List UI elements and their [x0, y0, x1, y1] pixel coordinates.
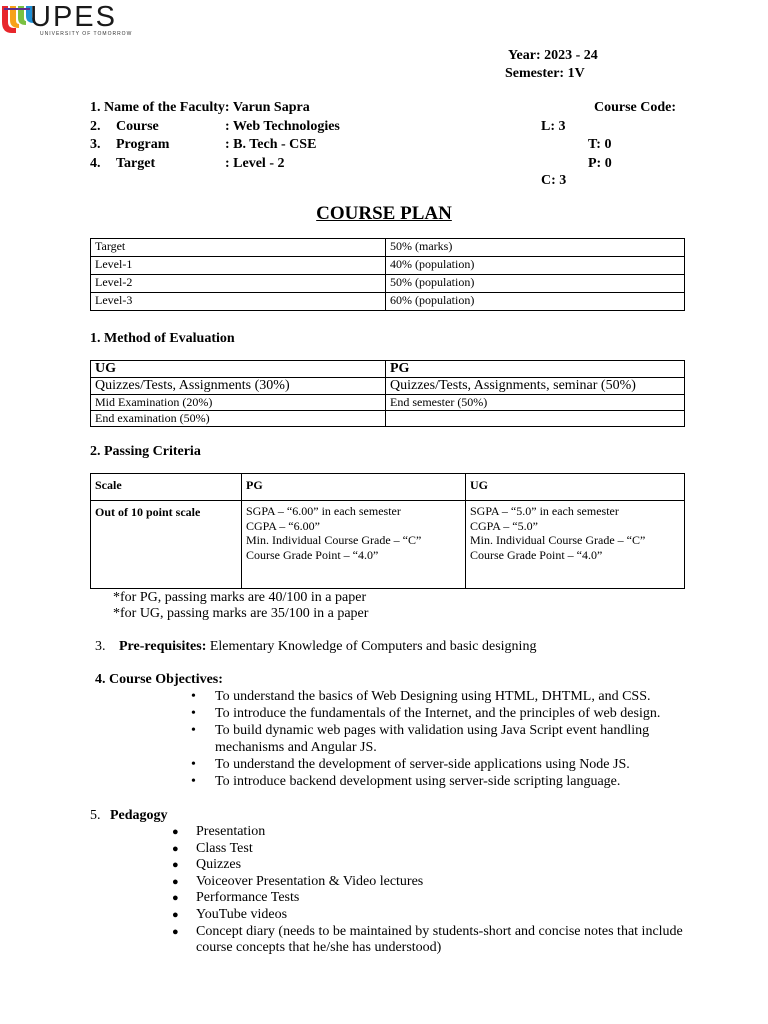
- pg-header: PG: [386, 361, 685, 378]
- objectives-heading: 4. Course Objectives:: [95, 672, 223, 687]
- semester-label: Semester: 1V: [505, 66, 585, 81]
- table-row: [91, 501, 685, 589]
- upes-logo-icon: [0, 4, 34, 34]
- table-cell: Quizzes/Tests, Assignments, seminar (50%): [386, 378, 685, 395]
- table-cell: End semester (50%): [386, 395, 685, 411]
- criteria-line: SGPA – “6.00” in each semester: [246, 504, 401, 518]
- table-row: [91, 378, 685, 395]
- table-cell: 60% (population): [386, 293, 685, 311]
- evaluation-heading: 1. Method of Evaluation: [90, 331, 235, 346]
- criteria-line: Min. Individual Course Grade – “C”: [246, 533, 422, 547]
- year-label: Year: 2023 - 24: [508, 48, 598, 63]
- course-label: Course: [116, 119, 159, 134]
- target-num: 4.: [90, 156, 101, 171]
- list-item: ● Performance Tests: [172, 890, 692, 907]
- prereq-num: 3.: [95, 639, 106, 654]
- criteria-line: Course Grade Point – “4.0”: [246, 547, 379, 562]
- faculty-line: 1. Name of the Faculty: Varun Sapra: [90, 100, 310, 115]
- list-item: • To introduce the fundamentals of the Internet, and the principles of web design.: [191, 705, 671, 722]
- passing-table: [90, 473, 685, 589]
- scale-value: Out of 10 point scale: [91, 501, 242, 589]
- passing-heading: 2. Passing Criteria: [90, 444, 201, 459]
- list-item: ● Presentation: [172, 824, 692, 841]
- pg-header: PG: [242, 474, 466, 501]
- list-item: ● YouTube videos: [172, 907, 692, 924]
- table-cell: Level-1: [91, 257, 386, 275]
- prereq-text: Elementary Knowledge of Computers and basic designing: [206, 639, 537, 654]
- p-credit: P: 0: [588, 156, 612, 171]
- list-item: • To build dynamic web pages with validation using Java Script event handling mechanisms and Angular JS.: [191, 722, 671, 756]
- table-row: [91, 411, 685, 427]
- table-row: [91, 395, 685, 411]
- criteria-line: CGPA – “5.0”: [470, 518, 538, 533]
- l-credit: L: 3: [541, 119, 566, 134]
- course-num: 2.: [90, 119, 101, 134]
- course-value: : Web Technologies: [225, 119, 340, 134]
- program-label: Program: [116, 137, 170, 152]
- table-cell: 40% (population): [386, 257, 685, 275]
- list-item: ● Quizzes: [172, 857, 692, 874]
- pedagogy-heading: [90, 808, 168, 824]
- pedagogy-num: 5.: [90, 808, 101, 823]
- table-cell: Mid Examination (20%): [91, 395, 386, 411]
- ug-header: UG: [91, 361, 386, 378]
- list-item: ● Voiceover Presentation & Video lectures: [172, 874, 692, 891]
- table-row: [91, 361, 685, 378]
- pg-criteria: [242, 501, 466, 589]
- list-item: • To understand the basics of Web Designing using HTML, DHTML, and CSS.: [191, 688, 671, 705]
- list-item: ● Concept diary (needs to be maintained by students-short and concise notes that include course concepts that he/she has understood): [172, 924, 692, 957]
- table-cell: 50% (population): [386, 275, 685, 293]
- ug-header: UG: [466, 474, 685, 501]
- list-item: ● Class Test: [172, 841, 692, 858]
- prereq-line: [95, 639, 536, 655]
- table-cell: Target: [91, 239, 386, 257]
- logo-tagline: UNIVERSITY OF TOMORROW: [40, 31, 133, 37]
- target-label: Target: [116, 156, 156, 171]
- ug-criteria: [466, 501, 685, 589]
- table-row: [91, 293, 685, 311]
- program-num: 3.: [90, 137, 101, 152]
- pedagogy-list: [172, 824, 692, 957]
- criteria-line: Course Grade Point – “4.0”: [470, 547, 603, 562]
- objectives-list: [191, 688, 671, 790]
- table-row: [91, 474, 685, 501]
- course-code-label: Course Code:: [594, 100, 677, 115]
- prereq-label: Pre-requisites:: [119, 639, 207, 654]
- upes-logo: [0, 0, 133, 40]
- target-table: [90, 238, 685, 311]
- criteria-line: CGPA – “6.00”: [246, 518, 320, 533]
- pg-passing-note: *for PG, passing marks are 40/100 in a paper: [113, 590, 367, 605]
- page-title: COURSE PLAN: [316, 203, 452, 224]
- pedagogy-label: Pedagogy: [110, 808, 168, 823]
- list-item: • To understand the development of server-side applications using Node JS.: [191, 756, 671, 773]
- target-value: : Level - 2: [225, 156, 285, 171]
- evaluation-table: [90, 360, 685, 427]
- table-cell: End examination (50%): [91, 411, 386, 427]
- table-cell: Level-2: [91, 275, 386, 293]
- criteria-line: SGPA – “5.0” in each semester: [470, 504, 619, 518]
- table-row: [91, 257, 685, 275]
- table-row: [91, 239, 685, 257]
- ug-passing-note: *for UG, passing marks are 35/100 in a paper: [113, 606, 369, 621]
- list-item: • To introduce backend development using server-side scripting language.: [191, 773, 671, 790]
- program-value: : B. Tech - CSE: [225, 137, 317, 152]
- table-cell: Quizzes/Tests, Assignments (30%): [91, 378, 386, 395]
- scale-header: Scale: [91, 474, 242, 501]
- t-credit: T: 0: [588, 137, 612, 152]
- logo-wordmark: UPES: [30, 1, 117, 33]
- table-cell: Level-3: [91, 293, 386, 311]
- c-credit: C: 3: [541, 173, 567, 188]
- table-cell: [386, 411, 685, 427]
- table-row: [91, 275, 685, 293]
- criteria-line: Min. Individual Course Grade – “C”: [470, 533, 646, 547]
- table-cell: 50% (marks): [386, 239, 685, 257]
